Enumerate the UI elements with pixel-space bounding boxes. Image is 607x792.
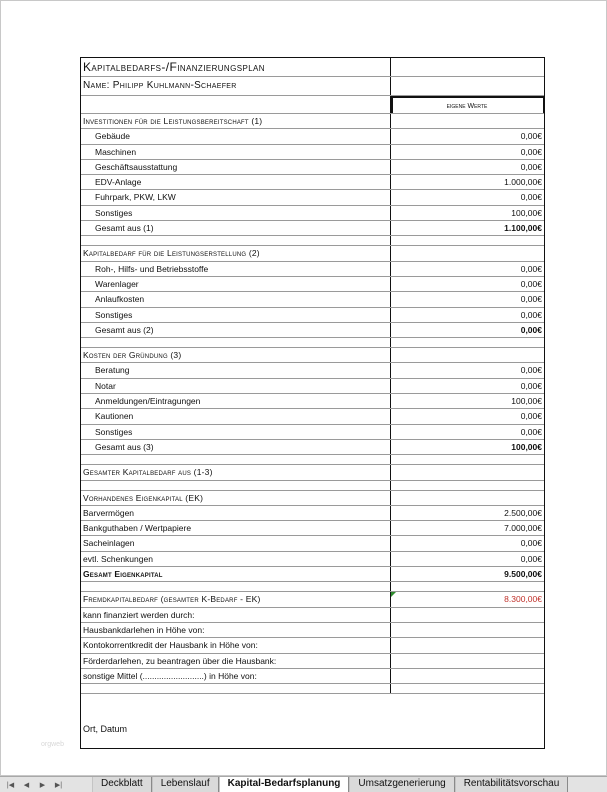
row-label[interactable]: Fuhrpark, PKW, LKW [81, 190, 391, 204]
row-value[interactable]: 0,00€ [520, 146, 542, 157]
table-row[interactable] [81, 160, 544, 175]
table-row[interactable] [81, 206, 544, 221]
financing-plan-table [80, 57, 545, 749]
row-label[interactable]: evtl. Schenkungen [81, 552, 391, 566]
table-row[interactable] [81, 145, 544, 160]
table-row[interactable] [81, 409, 544, 424]
row-label[interactable]: sonstige Mittel (..........................) in Höhe von: [81, 669, 391, 683]
debt-demand-row[interactable] [81, 592, 544, 607]
row-label[interactable]: Barvermögen [81, 506, 391, 520]
section-heading-row[interactable] [81, 491, 544, 506]
row-label[interactable]: Beratung [81, 363, 391, 377]
plan-title[interactable]: Kapitalbedarfs-/Finanzierungsplan [81, 58, 391, 76]
table-row[interactable] [81, 277, 544, 292]
spacer-label-cell[interactable] [81, 481, 391, 490]
row-label[interactable]: Notar [81, 379, 391, 393]
table-row[interactable] [81, 262, 544, 277]
row-label[interactable]: Anlaufkosten [81, 292, 391, 306]
table-row[interactable] [81, 506, 544, 521]
total-row[interactable] [81, 440, 544, 455]
row-value[interactable] [391, 623, 544, 637]
spacer-row[interactable] [81, 236, 544, 246]
financing-intro-row[interactable] [81, 608, 544, 623]
plan-name-row[interactable] [81, 77, 544, 96]
equity-total-label[interactable]: Gesamt Eigenkapital [81, 567, 391, 581]
row-value[interactable] [391, 654, 544, 668]
row-label[interactable]: Warenlager [81, 277, 391, 291]
row-value[interactable]: 0,00€ [520, 553, 542, 564]
section-heading[interactable]: Vorhandenes Eigenkapital (EK) [81, 491, 391, 505]
spacer-row[interactable] [81, 455, 544, 465]
total-label[interactable]: Gesamt aus (3) [81, 440, 391, 454]
row-value[interactable]: 7.000,00€ [504, 523, 542, 534]
spacer-label-cell[interactable] [81, 338, 391, 347]
table-row[interactable] [81, 363, 544, 378]
sheet-tabs [92, 777, 568, 792]
table-row[interactable] [81, 292, 544, 307]
equity-total-value[interactable]: 9.500,00€ [504, 569, 542, 580]
next-sheet-icon[interactable]: ▶ [39, 781, 46, 789]
spacer-value-cell[interactable] [391, 481, 544, 490]
section-heading[interactable]: Investitionen für die Leistungsbereitschaft (1) [81, 114, 391, 128]
row-label[interactable]: Roh-, Hilfs- und Betriebsstoffe [81, 262, 391, 276]
section-heading[interactable]: Kapitalbedarf für die Leistungserstellung (2) [81, 246, 391, 260]
table-row[interactable] [81, 638, 544, 653]
row-value[interactable]: 100,00€ [511, 207, 542, 218]
table-row[interactable] [81, 669, 544, 684]
spacer-value-cell[interactable] [391, 236, 544, 245]
spacer-row[interactable] [81, 338, 544, 348]
row-value[interactable]: 0,00€ [520, 426, 542, 437]
row-value[interactable]: 0,00€ [520, 309, 542, 320]
table-row[interactable] [81, 308, 544, 323]
row-label[interactable]: EDV-Anlage [81, 175, 391, 189]
value-cell[interactable] [391, 246, 544, 260]
row-value[interactable]: 0,00€ [520, 294, 542, 305]
table-row[interactable] [81, 175, 544, 190]
section-heading[interactable]: Kosten der Gründung (3) [81, 348, 391, 362]
section-heading-row[interactable] [81, 114, 544, 129]
table-row[interactable] [81, 521, 544, 536]
row-label[interactable]: Sacheinlagen [81, 536, 391, 550]
value-cell[interactable] [391, 114, 544, 128]
spacer-row[interactable] [81, 684, 544, 694]
value-cell[interactable] [391, 608, 544, 622]
spacer-label-cell[interactable] [81, 455, 391, 464]
sheet-tab[interactable]: Kapital-Bedarfsplanung [219, 776, 350, 792]
spacer-value-cell[interactable] [391, 684, 544, 693]
section-heading-row[interactable] [81, 348, 544, 363]
section-heading-row[interactable] [81, 246, 544, 261]
place-date-label[interactable]: Ort, Datum [83, 724, 128, 735]
total-demand-label[interactable]: Gesamter Kapitalbedarf aus (1-3) [81, 465, 391, 479]
row-label[interactable]: Sonstiges [81, 425, 391, 439]
row-label[interactable]: Anmeldungen/Eintragungen [81, 394, 391, 408]
total-row[interactable] [81, 323, 544, 338]
row-value[interactable]: 0,00€ [520, 263, 542, 274]
row-value[interactable]: 0,00€ [520, 192, 542, 203]
table-row[interactable] [81, 129, 544, 144]
value-cell[interactable] [391, 348, 544, 362]
row-label[interactable]: Hausbankdarlehen in Höhe von: [81, 623, 391, 637]
row-value[interactable]: 0,00€ [520, 538, 542, 549]
sheet-tab[interactable]: Rentabilitätsvorschau [455, 777, 569, 792]
place-date-row[interactable] [81, 694, 544, 748]
row-value[interactable] [391, 638, 544, 652]
debt-demand-label[interactable]: Fremdkapitalbedarf (gesamter K-Bedarf - EK) [81, 592, 391, 606]
spacer-value-cell[interactable] [391, 582, 544, 591]
row-label[interactable]: Kautionen [81, 409, 391, 423]
sheet-tab[interactable]: Lebenslauf [152, 777, 219, 792]
row-label[interactable]: Sonstiges [81, 206, 391, 220]
total-demand-value[interactable] [391, 465, 544, 479]
row-value[interactable]: 0,00€ [520, 411, 542, 422]
row-label[interactable]: Förderdarlehen, zu beantragen über die Hausbank: [81, 654, 391, 668]
row-value[interactable]: 100,00€ [511, 396, 542, 407]
spacer-label-cell[interactable] [81, 236, 391, 245]
row-label[interactable]: Maschinen [81, 145, 391, 159]
total-value[interactable]: 100,00€ [511, 441, 542, 452]
plan-name-value-cell[interactable] [391, 77, 544, 95]
plan-name[interactable]: Name: Philipp Kuhlmann-Schaefer [81, 77, 391, 95]
spacer-label-cell[interactable] [81, 582, 391, 591]
total-label[interactable]: Gesamt aus (1) [81, 221, 391, 235]
sheet-tab[interactable]: Deckblatt [92, 777, 152, 792]
table-row[interactable] [81, 623, 544, 638]
header-empty-cell[interactable] [81, 96, 391, 113]
total-label[interactable]: Gesamt aus (2) [81, 323, 391, 337]
spacer-label-cell[interactable] [81, 684, 391, 693]
spacer-value-cell[interactable] [391, 338, 544, 347]
last-sheet-icon[interactable]: ▶| [54, 781, 63, 789]
prev-sheet-icon[interactable]: ◀ [23, 781, 30, 789]
column-header-eigene-werte[interactable]: eigene Werte [391, 96, 545, 113]
total-value[interactable]: 1.100,00€ [504, 223, 542, 234]
first-sheet-icon[interactable]: |◀ [6, 781, 15, 789]
row-value[interactable]: 0,00€ [520, 278, 542, 289]
row-value[interactable]: 1.000,00€ [504, 177, 542, 188]
row-value[interactable]: 0,00€ [520, 131, 542, 142]
table-row[interactable] [81, 425, 544, 440]
sheet-nav-buttons [0, 777, 92, 792]
table-row[interactable] [81, 190, 544, 205]
row-value[interactable]: 0,00€ [520, 380, 542, 391]
equity-total-row[interactable] [81, 567, 544, 582]
watermark: orgweb [41, 741, 64, 748]
row-label[interactable]: Sonstiges [81, 308, 391, 322]
row-label[interactable]: Kontokorrentkredit der Hausbank in Höhe von: [81, 638, 391, 652]
row-value[interactable]: 0,00€ [520, 365, 542, 376]
row-label[interactable]: Bankguthaben / Wertpapiere [81, 521, 391, 535]
row-label[interactable]: Geschäftsausstattung [81, 160, 391, 174]
row-value[interactable] [391, 669, 544, 683]
row-value[interactable]: 2.500,00€ [504, 507, 542, 518]
total-row[interactable] [81, 221, 544, 236]
spacer-row[interactable] [81, 481, 544, 491]
sheet-tab[interactable]: Umsatzgenerierung [349, 777, 454, 792]
spacer-value-cell[interactable] [391, 455, 544, 464]
total-value[interactable]: 0,00€ [520, 324, 542, 335]
sheet-tab-bar [0, 776, 607, 792]
column-header-row[interactable] [81, 96, 544, 114]
table-row[interactable] [81, 654, 544, 669]
table-row[interactable] [81, 552, 544, 567]
table-row[interactable] [81, 536, 544, 551]
table-row[interactable] [81, 394, 544, 409]
financing-intro[interactable]: kann finanziert werden durch: [81, 608, 391, 622]
total-demand-row[interactable] [81, 465, 544, 480]
debt-demand-value[interactable]: 8.300,00€ [391, 592, 544, 606]
plan-title-row[interactable] [81, 58, 544, 77]
row-value[interactable]: 0,00€ [520, 161, 542, 172]
value-cell[interactable] [391, 491, 544, 505]
plan-title-value-cell[interactable] [391, 58, 544, 76]
spacer-row[interactable] [81, 582, 544, 592]
table-row[interactable] [81, 379, 544, 394]
row-label[interactable]: Gebäude [81, 129, 391, 143]
